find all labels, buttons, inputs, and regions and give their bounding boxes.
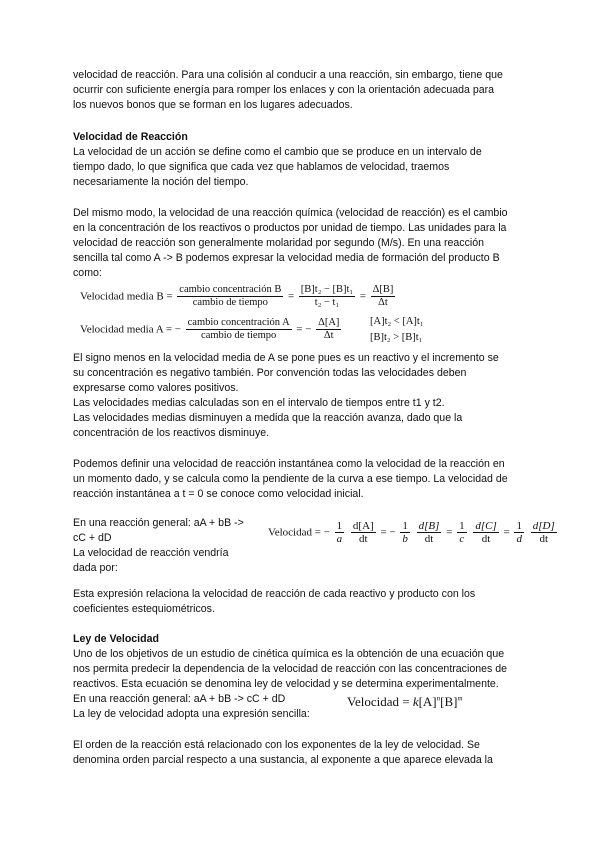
rate-coef-c-num: 1 xyxy=(459,520,465,532)
s1-p1-line-1: La velocidad de un acción se define como el cambio que se produce en un intervalo de xyxy=(73,146,482,158)
law-exp-m: m xyxy=(457,694,463,703)
intro-line-3: los nuevos bonos que se forman en los lugares adecuados. xyxy=(73,99,353,111)
formula-b-label: Velocidad media B = xyxy=(80,290,173,303)
s1-p3-line-1: El signo menos en la velocidad media de A se pone pues es un reactivo y el incremento se xyxy=(73,352,499,364)
s1-p2-line-4: sencilla tal como A -> B podemos expresar la velocidad media de formación del producto B xyxy=(73,252,500,264)
rate-eq-2: = − xyxy=(380,526,396,539)
general-line-2: cC + dD xyxy=(73,532,112,544)
formula-b-num2: [B]t₂ − [B]t₁ xyxy=(300,284,354,295)
rate-deriv-b-num: d[B] xyxy=(418,520,440,532)
s2-p1-line-3: reactivos. Esta ecuación se denomina ley de velocidad y se determina experimentalmente. xyxy=(73,678,499,690)
formula-a-conditions xyxy=(370,314,423,346)
rate-deriv-a xyxy=(351,520,376,545)
formula-a-cond2: [B]t₂ > [B]t₁ xyxy=(370,332,423,343)
rate-coef-b-num: 1 xyxy=(402,520,408,532)
formula-rate xyxy=(268,520,559,545)
formula-a-frac2 xyxy=(316,317,341,342)
s1-p3-line-2: su concentración es negativo también. Por convención todas las velocidades deben xyxy=(73,367,467,379)
s2-p1-line-4: En una reacción general: aA + bB -> cC + dD xyxy=(73,693,286,705)
rate-deriv-d-den: dt xyxy=(539,533,549,545)
formula-b-den3: Δt xyxy=(378,297,388,308)
formula-a-den1: cambio de tiempo xyxy=(201,330,277,341)
rate-coef-d-num: 1 xyxy=(516,520,522,532)
general-line-4: dada por: xyxy=(73,562,118,574)
s1-p2-line-3: velocidad de reacción son generalmente molaridad por segundo (M/s). En una reacción xyxy=(73,237,485,249)
rate-deriv-c xyxy=(473,520,498,545)
general-line-1: En una reacción general: aA + bB -> xyxy=(73,517,244,529)
formula-a-num2: Δ[A] xyxy=(318,317,340,328)
rate-deriv-c-den: dt xyxy=(481,533,491,545)
s2-p1-line-5: La ley de velocidad adopta una expresión sencilla: xyxy=(73,708,310,720)
rate-deriv-d xyxy=(531,520,557,545)
section-heading-velocidad: Velocidad de Reacción xyxy=(73,131,188,143)
formula-b-num1: cambio concentración B xyxy=(179,284,282,295)
s1-p3-line-6: concentración de los reactivos disminuye. xyxy=(73,427,270,439)
law-exp-n: n xyxy=(436,694,441,703)
rate-coef-d-den: d xyxy=(516,533,522,545)
s2-p1-line-1: Uno de los objetivos de un estudio de cinética química es la obtención de una ecuación que xyxy=(73,648,505,660)
general-line-3: La velocidad de reacción vendría xyxy=(73,547,229,559)
rate-deriv-b xyxy=(417,520,442,545)
formula-rate-law xyxy=(347,694,463,710)
rate-deriv-a-den: dt xyxy=(359,533,368,545)
rate-eq-3: = xyxy=(446,526,453,539)
s2-p2-line-1: El orden de la reacción está relacionado con los exponentes de la ley de velocidad. Se xyxy=(73,739,480,751)
rate-coef-b xyxy=(400,520,410,545)
s1-p3-line-3: expresarse como valores positivos. xyxy=(73,382,239,394)
s1-p4-line-3: reacción instantánea a t = 0 se conoce como velocidad inicial. xyxy=(73,488,364,500)
rate-deriv-c-num: d[C] xyxy=(475,520,497,532)
formula-b-frac3 xyxy=(371,284,396,309)
s1-p2-line-1: Del mismo modo, la velocidad de una reacción química (velocidad de reacción) es el cambio xyxy=(73,207,508,219)
intro-line-1: velocidad de reacción. Para una colisión al conducir a una reacción, sin embargo, tiene que xyxy=(73,69,503,81)
rate-coef-a-den: a xyxy=(336,533,343,545)
section-heading-ley: Ley de Velocidad xyxy=(73,633,159,645)
formula-b-den2: t₂ − t₁ xyxy=(314,297,340,308)
s1-p5-line-1: Esta expresión relaciona la velocidad de reacción de cada reactivo y producto con los xyxy=(73,588,476,600)
rate-deriv-a-num: d[A] xyxy=(352,520,374,532)
formula-velocidad-media-a: Velocidad media A = − $\frac{\text{cambio concentración A}}{\text{cambio de tiempo}}$ = − $\frac{\Delta[A]}{\Delta t}$ xyxy=(80,317,340,341)
law-k: k xyxy=(412,694,419,709)
formula-b-den1: cambio de tiempo xyxy=(192,297,268,308)
rate-coef-c-den: c xyxy=(459,533,465,545)
s1-p3-line-4: Las velocidades medias calculadas son en el intervalo de tiempos entre t1 y t2. xyxy=(73,397,445,409)
s1-p5-line-2: coeficientes estequiométricos. xyxy=(73,603,215,615)
formula-a-frac1 xyxy=(186,317,292,342)
rate-coef-a xyxy=(335,520,345,545)
s1-p2-line-2: en la concentración de los reactivos o productos por unidad de tiempo. Las unidades para la xyxy=(73,222,507,234)
s1-p1-line-2: tiempo dado, lo que significa que cada vez que hablamos de velocidad, traemos xyxy=(73,161,450,173)
s1-p3-line-5: Las velocidades medias disminuyen a medida que la reacción avanza, dado que la xyxy=(73,412,463,424)
s2-p1-line-2: nos permita predecir la dependencia de la velocidad de reacción con las concentraciones de xyxy=(73,663,508,675)
formula-b-frac2 xyxy=(299,284,355,309)
law-b: [B] xyxy=(440,694,458,709)
s1-p1-line-3: necesariamente la noción del tiempo. xyxy=(73,176,249,188)
rate-coef-b-den: b xyxy=(402,533,408,545)
s1-p2-line-5: como: xyxy=(73,267,102,279)
law-a: [A] xyxy=(418,694,437,709)
rate-deriv-d-num: d[D] xyxy=(532,520,555,532)
rate-coef-a-num: 1 xyxy=(336,520,343,532)
formula-b-frac1 xyxy=(177,284,283,309)
formula-a-label: Velocidad media A = − xyxy=(80,323,181,336)
formula-velocidad-media-b: Velocidad media B = $\frac{\text{cambio concentración B}}{\text{cambio de tiempo}}$ = $\frac{\text{[B]t₂ − [B]t₁}}{\text{t₂ − t₁}}$ = $\frac{\Delta[B]}{\Delta t}$ xyxy=(80,284,394,308)
intro-line-2: ocurrir con suficiente energía para romper los enlaces y con la orientación adecuada para xyxy=(73,84,495,96)
rate-eq-4: = xyxy=(503,526,510,539)
s1-p4-line-2: un momento dado, y se calcula como la pendiente de la curva a ese tiempo. La velocidad de xyxy=(73,473,508,485)
rate-deriv-b-den: dt xyxy=(424,533,434,545)
rate-coef-c xyxy=(457,520,467,545)
rate-label: Velocidad = − xyxy=(268,526,330,539)
law-label: Velocidad = xyxy=(347,694,410,709)
rate-coef-d xyxy=(514,520,524,545)
s2-p2-line-2: denomina orden parcial respecto a una sustancia, al exponente a que aparece elevada la xyxy=(73,754,493,766)
formula-a-num1: cambio concentración A xyxy=(187,317,290,328)
formula-a-den2: Δt xyxy=(323,330,334,341)
formula-a-cond1: [A]t₂ < [A]t₁ xyxy=(370,316,424,327)
s1-p4-line-1: Podemos definir una velocidad de reacción instantánea como la velocidad de la reacción en xyxy=(73,458,505,470)
formula-b-num3: Δ[B] xyxy=(372,284,394,295)
